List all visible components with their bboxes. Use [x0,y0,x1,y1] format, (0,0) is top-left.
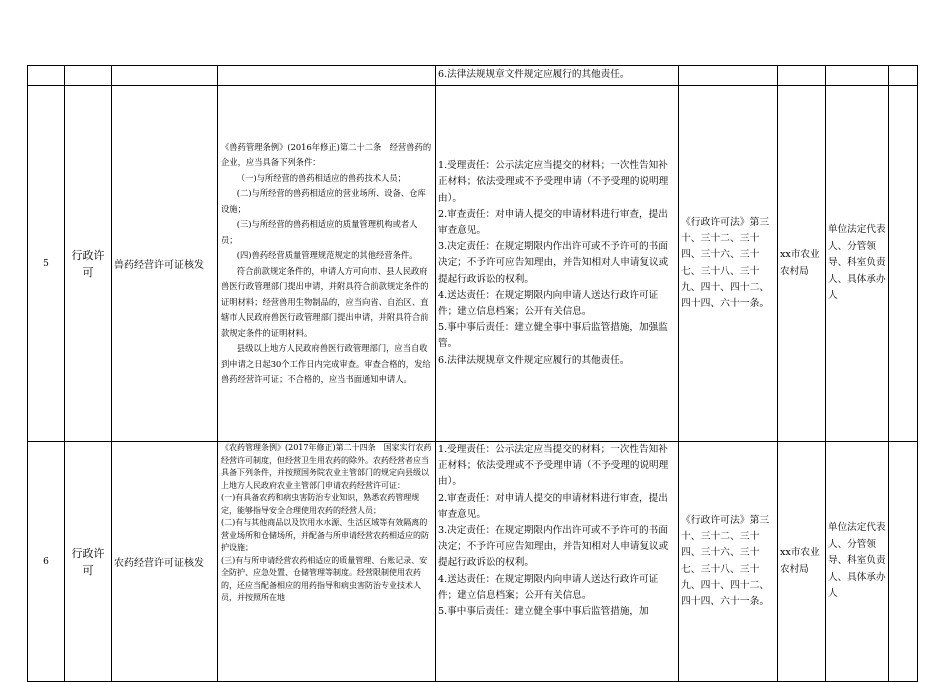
law-cell: 《行政许可法》第三十、三十二、三十四、三十六、三十七、三十八、三十九、四十、四十二、四十四、六十一条。 [679,86,778,442]
responsibility-item: 4.送达责任：在规定期限内向申请人送达行政许可证件；建立信息档案；公开有关信息。 [438,289,659,317]
note-cell [889,86,918,442]
basis-cell [218,86,436,442]
basis-paragraph: (三)有与所申请经营农药相适应的质量管理、台账记录、安全防护、应急处置、仓储管理等制度。经营限制使用农药的，还应当配备相应的用药指导和病虫害防治专业技术人员，并按照所在地 [221,555,428,602]
dept-cell: xx市农业农村局 [778,442,826,682]
responsibility-cell [436,86,679,442]
seq-cell: 5 [28,86,65,442]
table-row [28,86,918,442]
table-row [28,66,918,86]
seq-cell [28,66,65,86]
item-name-cell [112,66,218,86]
basis-paragraph: (二)有与其他商品以及饮用水水源、生活区域等有效隔离的营业场所和仓储场所，并配备与所申请经营农药相适应的防护设施； [221,518,429,552]
basis-paragraph: 《农药管理条例》(2017年修正)第二十四条 国家实行农药经营许可制度，但经营卫生用农药的除外。农药经营者应当具备下列条件，并按照国务院农业主管部门的规定向县级以上地方人民政府农业主管部门申请农药经营许可证： [221,443,432,490]
category-cell: 行政许可 [65,442,112,682]
category-cell: 行政许可 [65,86,112,442]
basis-paragraph: 符合前款规定条件的，申请人方可向市、县人民政府兽医行政管理部门提出申请，并附具符合前款规定条件的证明材料；经营兽用生物制品的，应当向省、自治区、直辖市人民政府兽医行政管理部门提出申请，并附具符合前款规定条件的证明材料。 [221,265,429,338]
basis-paragraph: （一)与所经营的兽药相适应的兽药技术人员； [236,172,406,183]
dept-cell: xx市农业农村局 [778,86,826,442]
category-cell [65,66,112,86]
basis-cell [218,442,436,682]
dept-cell [778,66,826,86]
responsibility-cell [436,442,679,682]
person-cell [826,66,889,86]
responsibility-item: 2.审查责任：对申请人提交的申请材料进行审查，提出审查意见。 [438,492,668,520]
responsibility-item: 5.事中事后责任：建立健全事中事后监管措施，加 [438,606,649,618]
seq-cell: 6 [28,442,65,682]
basis-paragraph: (四)兽药经营质量管理规范规定的其他经营条件。 [236,250,418,260]
law-cell [679,66,778,86]
responsibility-item: 6.法律法规规章文件规定应履行的其他责任。 [438,354,630,366]
responsibility-item: 3.决定责任：在规定期限内作出许可或不予许可的书面决定；不予许可应告知理由，并告知相对人申请复议或提起行政诉讼的权利。 [438,241,669,285]
basis-paragraph: 《兽药管理条例》(2016年修正)第二十二条 经营兽药的企业，应当具备下列条件： [221,141,432,167]
note-cell [889,442,918,682]
basis-paragraph: (一)有具备农药和病虫害防治专业知识，熟悉农药管理规定，能够指导安全合理使用农药的经营人员； [221,493,420,515]
responsibility-item: 4.送达责任：在规定期限内向申请人送达行政许可证件；建立信息档案；公开有关信息。 [438,573,659,601]
basis-paragraph: (二)与所经营的兽药相适应的营业场所、设备、仓库设施； [221,188,426,214]
responsibility-item: 1.受理责任：公示法定应当提交的材料；一次性告知补正材料；依法受理或不予受理申请（不予受理的说明理由）。 [438,444,669,488]
item-name-cell: 农药经营许可证核发 [112,442,218,682]
responsibility-item: 2.审查责任：对申请人提交的申请材料进行审查，提出审查意见。 [438,208,668,236]
power-list-table [27,65,918,682]
responsibility-item: 6.法律法规规章文件规定应履行的其他责任。 [438,69,630,81]
responsibility-item: 3.决定责任：在规定期限内作出许可或不予许可的书面决定；不予许可应告知理由，并告知相对人申请复议或提起行政诉讼的权利。 [438,525,669,569]
basis-paragraph: 县级以上地方人民政府兽医行政管理部门，应当自收到申请之日起30个工作日内完成审查。审查合格的，发给兽药经营许可证；不合格的，应当书面通知申请人。 [221,343,431,384]
responsibility-cell [436,66,679,86]
basis-paragraph: (三)与所经营的兽药相适应的质量管理机构或者人员； [221,219,418,245]
responsibility-item: 5.事中事后责任：建立健全事中事后监管措施，加强监管。 [438,322,668,350]
law-cell: 《行政许可法》第三十、三十二、三十四、三十六、三十七、三十八、三十九、四十、四十二、四十四、六十一条。 [679,442,778,682]
item-name-cell: 兽药经营许可证核发 [112,86,218,442]
note-cell [889,66,918,86]
responsibility-item: 1.受理责任：公示法定应当提交的材料；一次性告知补正材料；依法受理或不予受理申请（不予受理的说明理由）。 [438,160,669,204]
basis-cell [218,66,436,86]
person-cell: 单位法定代表人、分管领导、科室负责人、具体承办人 [826,442,889,682]
table-row [28,442,918,682]
person-cell: 单位法定代表人、分管领导、科室负责人、具体承办人 [826,86,889,442]
